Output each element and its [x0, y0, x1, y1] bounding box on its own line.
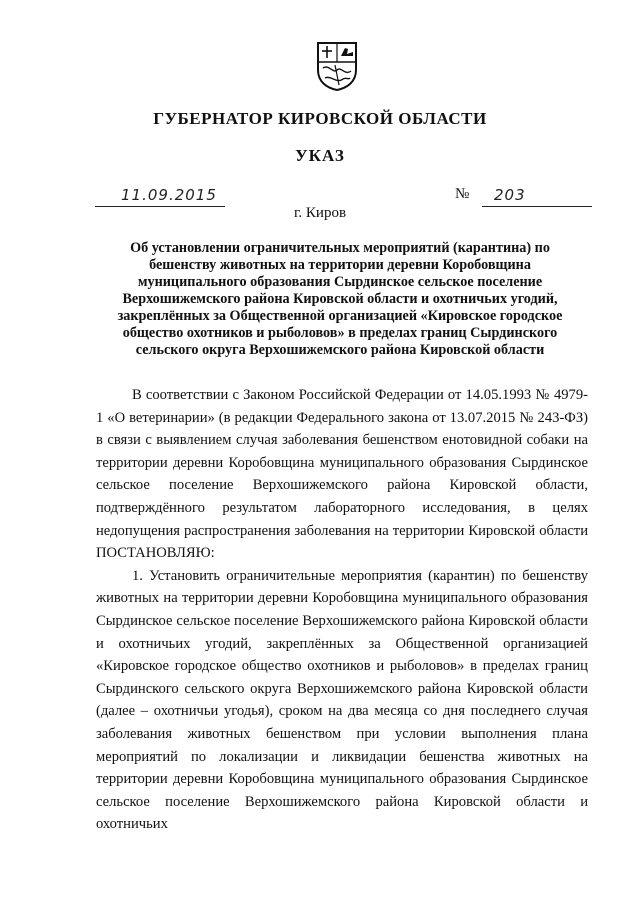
document-body — [96, 384, 588, 836]
document-type: УКАЗ — [295, 146, 345, 165]
number-field — [482, 186, 592, 207]
number-sign: № — [455, 186, 470, 202]
city-label: г. Киров — [293, 205, 347, 221]
authority-title: ГУБЕРНАТОР КИРОВСКОЙ ОБЛАСТИ — [153, 109, 487, 128]
coat-of-arms-emblem — [315, 40, 359, 92]
handwritten-date: 11.09.2015 — [121, 186, 217, 204]
item-1-paragraph: 1. Установить ограничительные мероприятия (карантин) по бешенству животных на территории деревни Коробовщина муниципального образования Сырдинское сельское поселение Верхошижемского района Кировской области и охотничьих угодий, закреплённых за Общественной организацией «Кировское городское общество охотников и рыболовов» в пределах границ Сырдинского сельского округа Верхошижемского района Кировской области (далее – охотничьи угодья), сроком на два месяца со дня последнего случая заболевания животных бешенством при условии выполнения плана мероприятий по локализации и ликвидации бешенства животных на территории деревни Коробовщина муниципального образования Сырдинское сельское поселение Верхошижемского района Кировской области и охотничьих — [96, 567, 588, 833]
preamble-paragraph: В соответствии с Законом Российской Федерации от 14.05.1993 № 4979-1 «О ветеринарии» (в редакции Федерального закона от 13.07.2015 № 243-ФЗ) в связи с выявлением случая заболевания бешенством енотовидной собаки на территории деревни Коробовщина муниципального образования Сырдинское сельское поселение Верхошижемского района Кировской области, подтверждённого результатом лабораторного исследования, в целях недопущения распространения заболевания на территории Кировской области ПОСТАНОВЛЯЮ: — [96, 387, 588, 562]
document-title: Об установлении ограничительных мероприятий (карантина) по бешенству животных на территории деревни Коробовщина муниципального образования Сырдинское сельское поселение Верхошижемского района Кировской области и охотничьих угодий, закреплённых за Общественной организацией «Кировское городское общество охотников и рыболовов» в пределах границ Сырдинского сельского округа Верхошижемского района Кировской области — [117, 240, 563, 358]
handwritten-number: 203 — [494, 186, 526, 204]
date-field — [95, 186, 225, 207]
